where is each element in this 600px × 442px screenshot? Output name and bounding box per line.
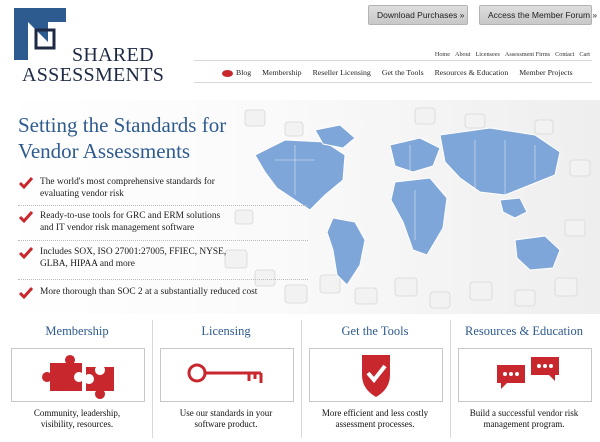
feature-membership[interactable] xyxy=(4,316,150,442)
util-link-cart[interactable]: Cart xyxy=(579,51,590,58)
feature-image[interactable] xyxy=(458,348,592,402)
hero-title-line2: Vendor Assessments xyxy=(18,139,191,163)
feature-description xyxy=(153,408,299,430)
feature-description xyxy=(4,408,150,430)
feature-row xyxy=(0,316,600,442)
blog-bubble-icon xyxy=(222,70,233,77)
feature-description xyxy=(451,408,597,430)
hero-bullet xyxy=(18,286,257,298)
nav-item-get-the-tools[interactable]: Get the Tools xyxy=(381,68,424,77)
hero-banner xyxy=(0,100,600,314)
hero-bullet xyxy=(18,210,220,234)
utility-nav xyxy=(435,51,590,58)
site-logo[interactable] xyxy=(14,8,165,86)
hero-bullet-line: and IT vendor risk management software xyxy=(40,223,195,233)
bullet-divider xyxy=(18,279,308,280)
feature-title[interactable]: Resources & Education xyxy=(464,324,584,338)
red-check-icon xyxy=(18,246,34,260)
nav-item-resources-education[interactable]: Resources & Education xyxy=(434,68,509,77)
util-link-assessment-firms[interactable]: Assessment Firms xyxy=(504,51,551,58)
feature-title[interactable]: Licensing xyxy=(201,324,251,338)
red-check-icon xyxy=(18,176,34,190)
nav-item-reseller-licensing[interactable]: Reseller Licensing xyxy=(312,68,371,77)
logo-line1: SHARED xyxy=(72,44,154,66)
bullet-divider xyxy=(18,240,308,241)
feature-title[interactable]: Membership xyxy=(45,324,109,338)
speech-bubbles-icon xyxy=(459,349,591,401)
util-link-about[interactable]: About xyxy=(455,51,471,58)
hero-bullet-line: Includes SOX, ISO 27001:27005, FFIEC, NYSE, xyxy=(40,247,227,257)
nav-item-member-projects[interactable]: Member Projects xyxy=(519,68,573,77)
feature-image[interactable] xyxy=(11,348,145,402)
feature-desc-line: Community, leadership, xyxy=(33,408,121,418)
util-link-contact[interactable]: Contact xyxy=(555,51,575,58)
nav-item-membership[interactable]: Membership xyxy=(262,68,302,77)
shared-assessments-logo-icon xyxy=(14,8,66,60)
hero-bullet xyxy=(18,246,226,270)
feature-title[interactable]: Get the Tools xyxy=(341,324,409,338)
nav-divider xyxy=(194,82,592,83)
nav-item-blog[interactable]: Blog xyxy=(236,68,252,77)
hero-bullet-line: More thorough than SOC 2 at a substantially reduced cost xyxy=(40,287,258,297)
feature-desc-line: More efficient and less costly xyxy=(321,408,429,418)
feature-desc-line: assessment processes. xyxy=(335,419,415,429)
hero-bullet-line: Ready-to-use tools for GRC and ERM solutions xyxy=(40,211,221,221)
shield-check-icon xyxy=(310,349,442,401)
feature-resources-education[interactable] xyxy=(451,316,597,442)
hero-title-line1: Setting the Standards for xyxy=(18,113,227,137)
util-link-licensees[interactable]: Licensees xyxy=(475,51,500,58)
feature-desc-line: Build a successful vendor risk xyxy=(469,408,579,418)
member-forum-button[interactable]: Access the Member Forum » xyxy=(479,5,592,25)
hero-bullet-line: The world's most comprehensive standards for xyxy=(40,177,215,187)
feature-desc-line: management program. xyxy=(483,419,565,429)
feature-licensing[interactable] xyxy=(153,316,299,442)
hero-bullet xyxy=(18,176,215,200)
red-check-icon xyxy=(18,286,34,300)
feature-get-the-tools[interactable] xyxy=(302,316,448,442)
util-link-home[interactable]: Home xyxy=(434,51,450,58)
puzzle-pieces-icon xyxy=(12,349,144,401)
key-icon xyxy=(161,349,293,401)
feature-desc-line: Use our standards in your xyxy=(179,408,273,418)
world-map-puzzle-icon xyxy=(215,100,600,314)
feature-desc-line: software product. xyxy=(194,419,258,429)
feature-image[interactable] xyxy=(309,348,443,402)
feature-desc-line: visibility, resources. xyxy=(40,419,114,429)
feature-image[interactable] xyxy=(160,348,294,402)
feature-description xyxy=(302,408,448,430)
hero-bullet-line: GLBA, HIPAA and more xyxy=(40,259,135,269)
main-nav xyxy=(222,68,573,77)
hero-title xyxy=(18,112,226,164)
utility-divider xyxy=(194,60,592,61)
bullet-divider xyxy=(18,205,308,206)
download-purchases-button[interactable]: Download Purchases » xyxy=(368,5,468,25)
logo-line2: ASSESSMENTS xyxy=(22,64,165,86)
hero-bullet-line: evaluating vendor risk xyxy=(40,189,124,199)
red-check-icon xyxy=(18,210,34,224)
